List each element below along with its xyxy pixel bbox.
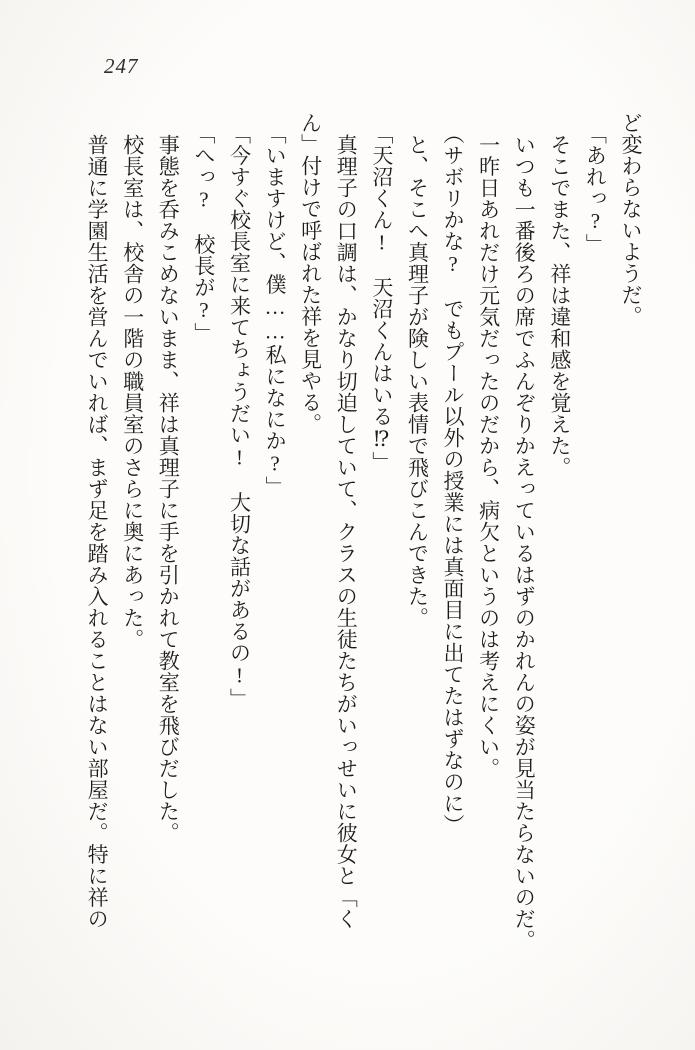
text-column-9: 真理子の口調は、かなり切迫していて、クラスの生徒たちがいっせいに彼女と「く [334,134,359,930]
text-column-11: 「いますけど、僕……私になにか?」 [263,123,288,498]
text-column-16: 普通に学園生活を営んでいれば、まず足を踏み入れることはない部屋だ。特に祥の [85,134,110,930]
text-block [79,112,649,964]
text-column-4: いつも一番後ろの席でふんぞりかえっているはずのかれんの姿が見当たらないのだ。 [512,134,537,951]
text-column-6: （サボリかな? でもプール以外の授業には真面目に出てたはずなのに） [441,123,466,836]
text-column-12: 「今すぐ校長室に来てちょうだい! 大切な話があるの!」 [227,123,252,710]
text-column-5: 一昨日あれだけ元気だったのだから、病欠というのは考えにくい。 [476,134,501,779]
text-column-8: 「天沼くん! 天沼くんはいる⁉」 [369,123,394,473]
text-column-1: ど変わらないようだ。 [619,112,643,327]
text-column-2: 「あれっ?」 [583,123,608,255]
text-column-13: 「へっ? 校長が?」 [191,123,216,344]
page-number: 247 [104,54,139,78]
text-column-15: 校長室は、校舎の一階の職員室のさらに奥にあった。 [120,134,145,650]
text-column-10: ん」付けで呼ばれた祥を見やる。 [298,112,323,435]
text-column-7: と、そこへ真理子が険しい表情で飛びこんできた。 [405,134,430,629]
text-column-14: 事態を呑みこめないまま、祥は真理子に手を引かれて教室を飛びだした。 [156,134,181,844]
text-column-3: そこでまた、祥は違和感を覚えた。 [547,134,572,478]
